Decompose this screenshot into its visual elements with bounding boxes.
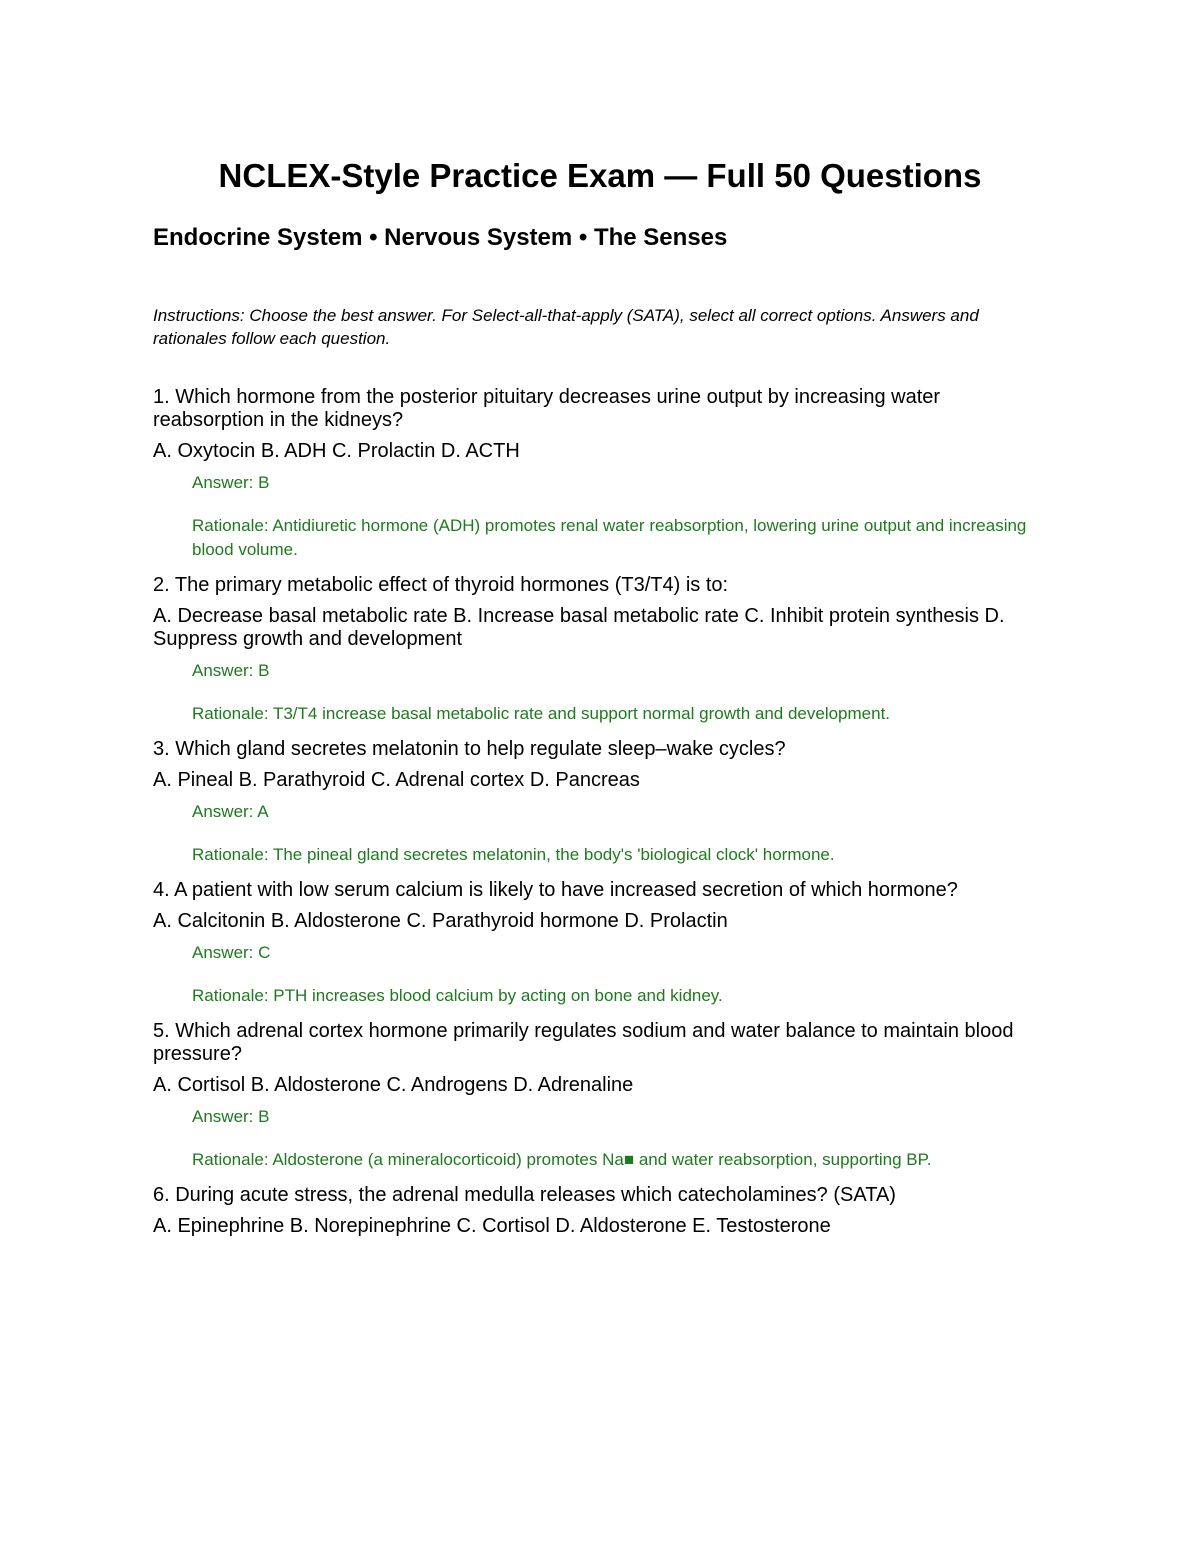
question-options: A. Calcitonin B. Aldosterone C. Parathyroid hormone D. Prolactin — [153, 910, 728, 932]
question-item — [153, 738, 1053, 867]
instructions-text: Instructions: Choose the best answer. For Select-all-that-apply (SATA), select all correct options. Answers and rationales follow each question. — [153, 306, 979, 348]
question-answer: Answer: B — [192, 473, 270, 492]
question-rationale: Rationale: T3/T4 increase basal metabolic rate and support normal growth and development. — [192, 704, 891, 723]
question-answer: Answer: B — [192, 1107, 270, 1126]
question-stem: 4. A patient with low serum calcium is likely to have increased secretion of which hormone? — [153, 879, 958, 901]
question-answer: Answer: A — [192, 802, 269, 821]
questions-list — [153, 386, 1053, 1250]
question-options: A. Pineal B. Parathyroid C. Adrenal cortex D. Pancreas — [153, 769, 640, 791]
question-item — [153, 386, 1053, 562]
question-stem: 1. Which hormone from the posterior pituitary decreases urine output by increasing water reabsorption in the kidneys? — [153, 386, 941, 431]
question-options: A. Cortisol B. Aldosterone C. Androgens D. Adrenaline — [153, 1074, 634, 1096]
question-answer: Answer: C — [192, 943, 271, 962]
question-item — [153, 574, 1053, 726]
question-rationale: Rationale: PTH increases blood calcium by acting on bone and kidney. — [192, 986, 723, 1005]
question-answer: Answer: B — [192, 661, 270, 680]
question-options: A. Epinephrine B. Norepinephrine C. Cortisol D. Aldosterone E. Testosterone — [153, 1215, 831, 1237]
question-stem: 2. The primary metabolic effect of thyroid hormones (T3/T4) is to: — [153, 574, 729, 596]
question-item — [153, 1020, 1053, 1172]
question-stem: 3. Which gland secretes melatonin to help regulate sleep–wake cycles? — [153, 738, 786, 760]
question-options: A. Oxytocin B. ADH C. Prolactin D. ACTH — [153, 440, 520, 462]
question-rationale: Rationale: The pineal gland secretes melatonin, the body's 'biological clock' hormone. — [192, 845, 835, 864]
question-item — [153, 879, 1053, 1008]
page-subtitle: Endocrine System • Nervous System • The Senses — [153, 224, 728, 251]
question-rationale: Rationale: Aldosterone (a mineralocorticoid) promotes Na■ and water reabsorption, supporting BP. — [192, 1150, 932, 1169]
question-rationale: Rationale: Antidiuretic hormone (ADH) promotes renal water reabsorption, lowering urine output and increasing blood volume. — [192, 516, 1027, 559]
question-stem: 6. During acute stress, the adrenal medulla releases which catecholamines? (SATA) — [153, 1184, 896, 1206]
page-title: NCLEX-Style Practice Exam — Full 50 Questions — [218, 157, 982, 194]
question-stem: 5. Which adrenal cortex hormone primarily regulates sodium and water balance to maintain blood pressure? — [153, 1020, 1014, 1065]
question-options: A. Decrease basal metabolic rate B. Increase basal metabolic rate C. Inhibit protein synthesis D. Suppress growth and development — [153, 605, 1005, 650]
question-item — [153, 1184, 1053, 1238]
